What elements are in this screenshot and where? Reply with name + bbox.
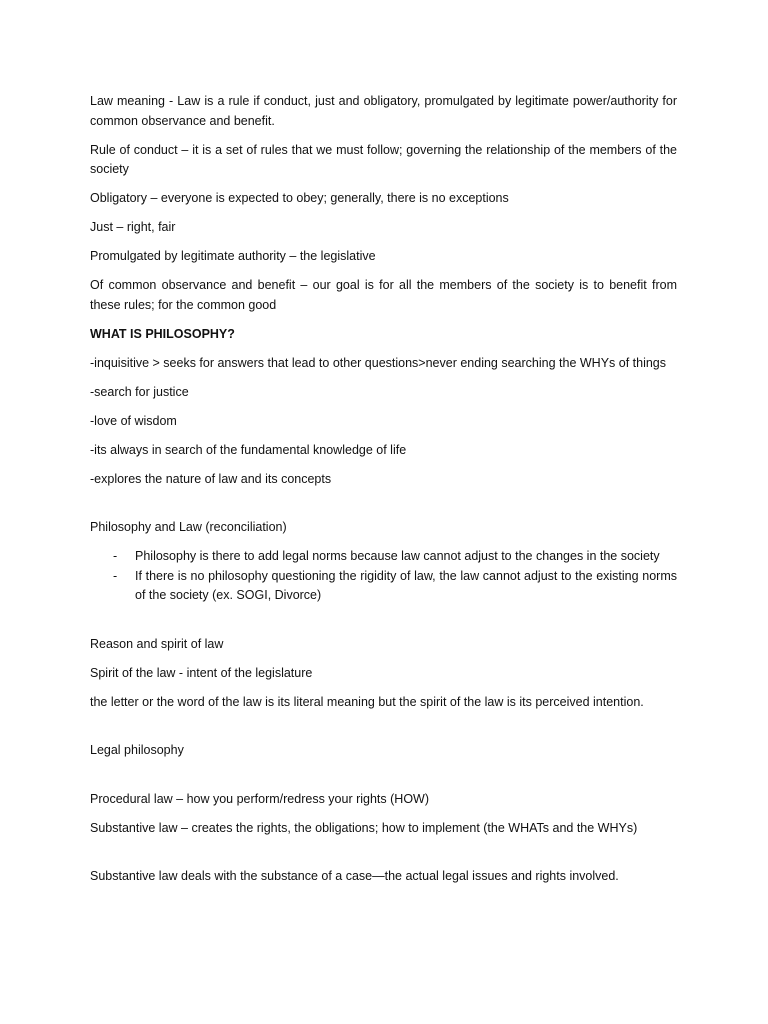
blank-line [90,499,677,519]
list-item-text: Philosophy is there to add legal norms because law cannot adjust to the changes in the society [135,549,660,563]
philosophy-point: -search for justice [90,384,189,399]
list-item-text: If there is no philosophy questioning the rigidity of law, the law cannot adjust to the existing norms of the society (ex. SOGI, Divorce) [135,568,677,602]
list-item [113,567,677,606]
procedural-law: Procedural law – how you perform/redress your rights (HOW) [90,791,430,806]
philosophy-point: -explores the nature of law and its concepts [90,471,332,486]
blank-line [90,770,677,790]
philosophy-point: -inquisitive > seeks for answers that lead to other questions>never ending searching the WHYs of things [90,355,667,370]
spirit-definition: Spirit of the law - intent of the legislature [90,665,313,680]
blank-line [90,615,677,635]
legal-philosophy-title: Legal philosophy [90,743,184,757]
rule-of-conduct-paragraph: Rule of conduct – it is a set of rules that we must follow; governing the relationship of the members of the society [90,142,677,176]
promulgated-paragraph: Promulgated by legitimate authority – the legislative [90,249,376,263]
philosophy-point: -love of wisdom [90,413,177,428]
reconciliation-title: Philosophy and Law (reconciliation) [90,520,287,534]
common-observance-paragraph: Of common observance and benefit – our goal is for all the members of the society is to benefit from these rules; for the common good [90,278,677,312]
philosophy-heading: WHAT IS PHILOSOPHY? [90,326,235,341]
philosophy-point: -its always in search of the fundamental knowledge of life [90,442,407,457]
document-page [90,92,677,896]
reconciliation-list [90,547,677,606]
blank-line [90,722,677,742]
letter-vs-spirit: the letter or the word of the law is its literal meaning but the spirit of the law is its perceived intention. [90,694,644,709]
list-item [113,547,677,567]
bullet-dash: - [113,549,118,563]
blank-line [90,848,677,868]
obligatory-paragraph: Obligatory – everyone is expected to obey; generally, there is no exceptions [90,191,509,205]
substantive-law: Substantive law – creates the rights, the obligations; how to implement (the WHATs and the WHYs) [90,820,638,835]
substantive-detail: Substantive law deals with the substance of a case—the actual legal issues and rights involved. [90,869,619,883]
reason-title: Reason and spirit of law [90,636,224,651]
law-meaning-paragraph: Law meaning - Law is a rule if conduct, just and obligatory, promulgated by legitimate power/authority for common observance and benefit. [90,94,677,128]
just-paragraph: Just – right, fair [90,220,176,234]
bullet-dash: - [113,568,118,583]
